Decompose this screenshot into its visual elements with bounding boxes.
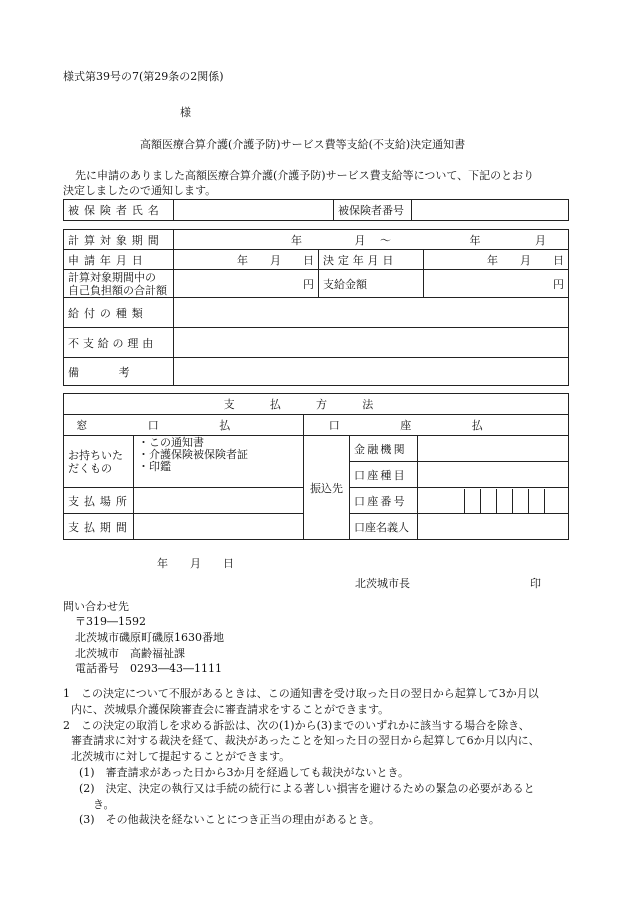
- account-number-label: 口座番号: [350, 488, 418, 514]
- notes: [63, 686, 540, 828]
- account-type-field[interactable]: [418, 462, 569, 488]
- note-2-sub3: (3) その他裁決を経ないことにつき正当の理由があるとき。: [79, 813, 380, 827]
- remarks-field[interactable]: [174, 358, 569, 386]
- window-payment-label: 窓口払: [64, 415, 304, 436]
- application-date-label: 申請年月日: [64, 250, 174, 270]
- account-type-label: 口座種目: [350, 462, 418, 488]
- contact-department: 北茨城市 高齢福祉課: [75, 647, 185, 660]
- note-2-line1: 2 この決定の取消しを求める訴訟は、次の(1)から(3)までのいずれかに該当する場合を除き、: [63, 718, 530, 732]
- list-item: ・印鑑: [138, 460, 171, 473]
- account-holder-field[interactable]: [418, 514, 569, 540]
- note-2-sub2-line2: き。: [93, 797, 115, 811]
- list-item: ・介護保険被保険者証: [138, 448, 248, 461]
- items-to-bring-label: お持ちいた だくもの: [64, 436, 134, 488]
- note-2-line3: 北茨城市に対して提起することができます。: [71, 750, 291, 764]
- payment-method-table: [63, 393, 569, 540]
- benefit-type-field[interactable]: [174, 298, 569, 328]
- insured-number-label: 被保険者番号: [334, 200, 412, 221]
- note-2-sub1: (1) 審査請求があった日から3か月を経過しても裁決がないとき。: [79, 765, 410, 779]
- payment-amount-label: 支給金額: [319, 270, 424, 298]
- intro-text-line2: 決定しましたので通知します。: [63, 184, 217, 197]
- insured-name-field[interactable]: [174, 200, 334, 221]
- payment-period-field[interactable]: [134, 514, 304, 540]
- bank-label: 金融機関: [350, 436, 418, 462]
- total-self-pay-field[interactable]: 円: [174, 270, 319, 298]
- decision-date-label: 決定年月日: [319, 250, 424, 270]
- insured-number-field[interactable]: [412, 200, 569, 221]
- account-holder-label: 口座名義人: [350, 514, 418, 540]
- note-2-line2: 審査請求に対する裁決を経て、裁決があったことを知った日の翌日から起算して6か月以内に、: [71, 734, 540, 748]
- insured-name-label: 被保険者氏名: [64, 200, 174, 221]
- payment-place-label: 支払場所: [64, 488, 134, 514]
- payment-period-label: 支払期間: [64, 514, 134, 540]
- contact-postal: 〒319―1592: [75, 615, 146, 628]
- contact-heading: 問い合わせ先: [63, 600, 129, 613]
- transfer-label: 振込先: [304, 436, 350, 540]
- payment-amount-field[interactable]: 円: [424, 270, 569, 298]
- payment-place-field[interactable]: [134, 488, 304, 514]
- non-payment-reason-label: 不支給の理由: [64, 328, 174, 358]
- issuer: 北茨城市長: [355, 577, 410, 590]
- account-payment-label: 口座払: [304, 415, 569, 436]
- intro-text-line1: 先に申請のありました高額医療合算介護(介護予防)サービス費支給等について、下記のとおり: [75, 169, 535, 182]
- calc-period-label: 計算対象期間: [64, 230, 174, 250]
- bank-field[interactable]: [418, 436, 569, 462]
- account-number-field[interactable]: [418, 488, 569, 514]
- total-self-pay-label: 計算対象期間中の 自己負担額の合計額: [64, 270, 174, 298]
- date-line: 年 月 日: [157, 557, 234, 570]
- list-item: ・この通知書: [138, 436, 204, 449]
- contact-address: 北茨城市磯原町磯原1630番地: [75, 631, 224, 644]
- calc-period-field[interactable]: 年 月 〜 年 月: [174, 230, 569, 250]
- items-to-bring-list: [134, 436, 304, 488]
- note-1-line2: 内に、茨城県介護保険審査会に審査請求をすることができます。: [71, 702, 390, 716]
- application-date-field[interactable]: 年 月 日: [174, 250, 319, 270]
- document-title: 高額医療合算介護(介護予防)サービス費等支給(不支給)決定通知書: [140, 138, 466, 151]
- note-2-sub2-line1: (2) 決定、決定の執行又は手続の続行による著しい損害を避けるための緊急の必要があると: [79, 781, 535, 795]
- seal-mark: 印: [530, 577, 541, 590]
- calculation-table: [63, 229, 569, 386]
- remarks-label: 備考: [64, 358, 174, 386]
- note-1-line1: 1 この決定について不服があるときは、この通知書を受け取った日の翌日から起算して3か月以: [63, 687, 539, 700]
- addressee-suffix: 様: [180, 106, 191, 119]
- form-number: 様式第39号の7(第29条の2関係): [63, 70, 224, 83]
- non-payment-reason-field[interactable]: [174, 328, 569, 358]
- contact-phone: 電話番号 0293―43―1111: [75, 662, 222, 675]
- decision-date-field[interactable]: 年 月 日: [424, 250, 569, 270]
- payment-method-header: 支払方法: [64, 394, 569, 415]
- benefit-type-label: 給付の種類: [64, 298, 174, 328]
- insured-info-table: [63, 199, 569, 221]
